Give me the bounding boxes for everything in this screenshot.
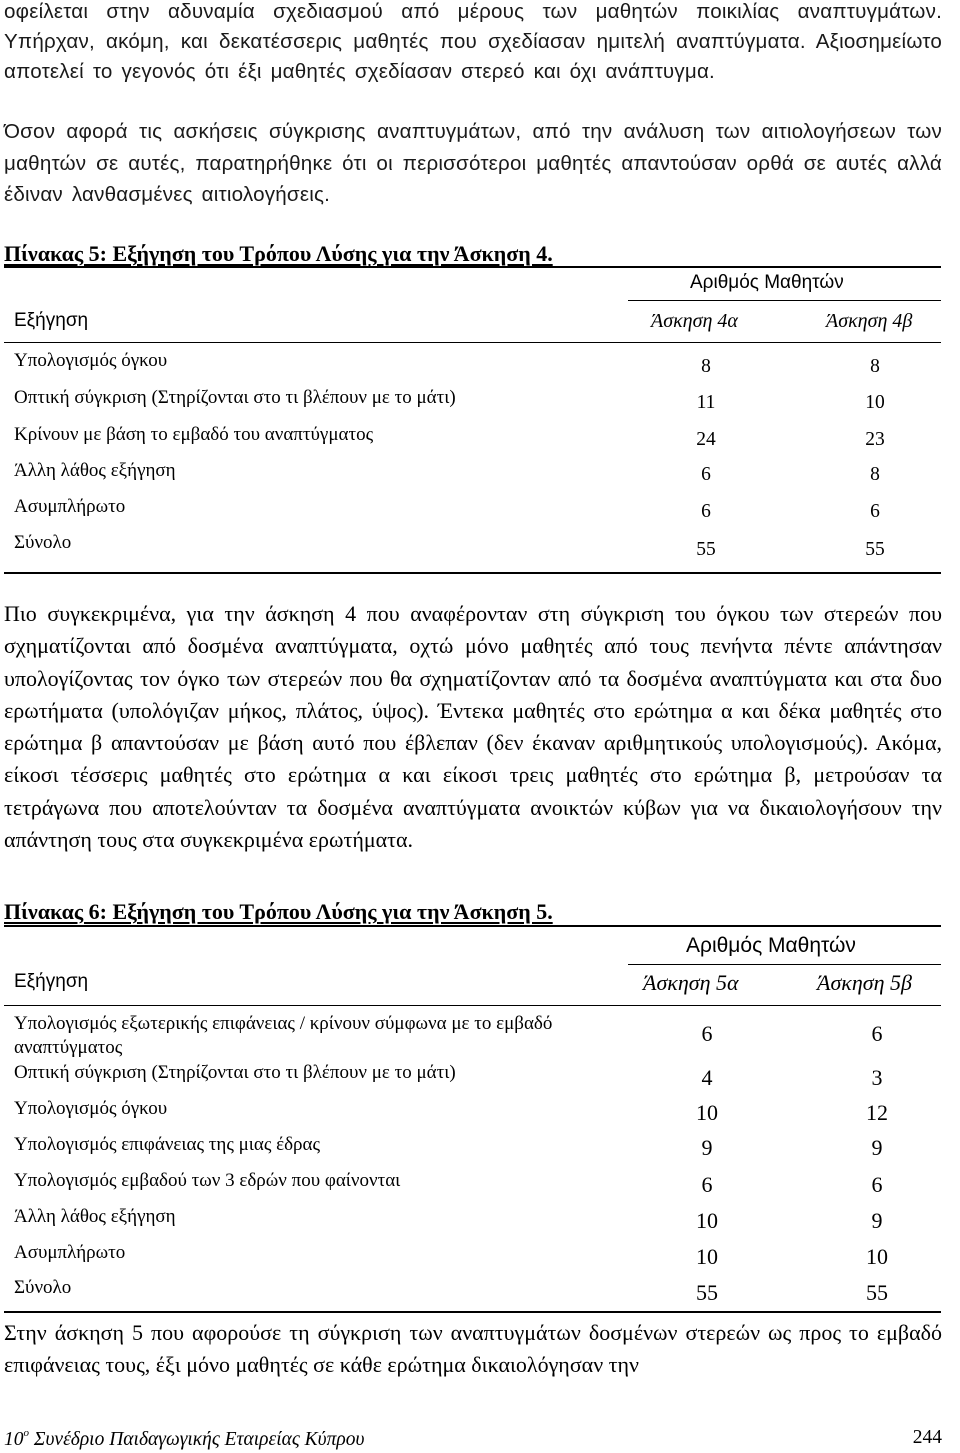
table5-title: Πίνακας 5: Εξήγηση του Τρόπου Λύσης για την Άσκηση 4.	[4, 241, 553, 266]
table6-row-5a: 10	[696, 1100, 718, 1125]
conference-footer	[4, 1427, 364, 1451]
conference-name: Συνέδριο Παιδαγωγικής Εταιρείας Κύπρου	[33, 1429, 365, 1450]
table6-row-5b: 12	[866, 1100, 888, 1125]
conference-ordinal: ο	[23, 1427, 29, 1439]
table5-row-4a: 55	[696, 539, 716, 560]
table5-row-4b: 8	[870, 464, 880, 485]
table6-row-label: Υπολογισμός επιφάνειας της μιας έδρας	[14, 1134, 321, 1155]
comparison-paragraph: Όσον αφορά τις ασκήσεις σύγκρισης αναπτυγμάτων, από την ανάλυση των αιτιολογήσεων των μαθητών σε αυτές, παρατηρήθηκε ότι οι περισσότεροι μαθητές απαντούσαν ορθά σε αυτές αλλά έδιναν λανθασμένες αιτιολογήσεις.	[4, 120, 942, 207]
table5-group-header: Αριθμός Μαθητών	[690, 272, 844, 293]
table6-group-header: Αριθμός Μαθητών	[686, 934, 856, 957]
exercise4-paragraph: Πιο συγκεκριμένα, για την άσκηση 4 που αναφέρονταν στη σύγκριση του όγκου των στερεών που σχηματίζονται από δοσμένα αναπτύγματα, οχτώ μόνο μαθητές από τους πενήντα πέντε απάντησαν υπολογίζοντας τον όγκο των στερεών που θα σχηματίζονταν από τα δοσμένα αναπτύγματα και στα δυο ερωτήματα (υπολόγιζαν μήκος, πλάτος, ύψος). Έντεκα μαθητές στο ερώτημα α και δέκα μαθητές στο ερώτημα β απαντούσαν με βάση αυτό που έβλεπαν (δεν έκαναν αριθμητικούς υπολογισμούς). Ακόμα, είκοσι τέσσερις μαθητές στο ερώτημα α και είκοσι τρεις μαθητές στο ερώτημα β, μετρούσαν τα τετράγωνα που αποτελούνταν τα δοσμένα αναπτύγματα ανοικτών κύβων για να δικαιολογήσουν την απάντηση τους στα συγκεκριμένα ερωτήματα.	[4, 601, 942, 853]
table5-row-4b: 10	[865, 392, 885, 413]
table6-row-5a: 10	[696, 1208, 718, 1233]
table5-row-4a: 6	[701, 464, 711, 485]
table5-bottom-rule	[4, 572, 941, 574]
table6-row-label: Ασυμπλήρωτο	[14, 1242, 126, 1263]
table6-row-5b: 55	[866, 1280, 888, 1305]
table5-row-4b: 55	[865, 539, 885, 560]
table5-group-rule	[628, 300, 941, 301]
table6-header-5b: Άσκηση 5β	[817, 970, 912, 995]
table6-row-label: Υπολογισμός εξωτερικής επιφάνειας / κρίνουν σύμφωνα με το εμβαδό αναπτύγματος	[14, 1013, 553, 1058]
table6-row-label: Σύνολο	[14, 1277, 72, 1298]
table6-row-5a: 6	[701, 1021, 713, 1046]
table6-row-5a: 4	[701, 1065, 713, 1090]
table5-row-label: Ασυμπλήρωτο	[14, 496, 126, 517]
table6-row-5b: 6	[871, 1172, 883, 1197]
table5-row-label: Σύνολο	[14, 532, 72, 553]
table6-header-5a: Άσκηση 5α	[643, 970, 739, 995]
table6-row-5a: 6	[701, 1172, 713, 1197]
table6-row-5b: 9	[871, 1135, 883, 1160]
table6-row-5a: 9	[701, 1135, 713, 1160]
table5-row-label: Οπτική σύγκριση (Στηρίζονται στο τι βλέπουν με το μάτι)	[14, 387, 456, 408]
table6-header-explanation: Εξήγηση	[14, 971, 89, 992]
table5-row-4b: 8	[870, 356, 880, 377]
table5-header-4b: Άσκηση 4β	[826, 310, 913, 332]
table6-row-5b: 9	[871, 1208, 883, 1233]
table6-row-label: Άλλη λάθος εξήγηση	[14, 1206, 176, 1227]
table6-header-rule	[4, 1005, 941, 1006]
exercise5-paragraph: Στην άσκηση 5 που αφορούσε τη σύγκριση των αναπτυγμάτων δοσμένων στερεών ως προς το εμβαδό επιφάνειας τους, έξι μόνο μαθητές σε κάθε ερώτημα δικαιολόγησαν την	[4, 1320, 942, 1377]
table6-row-label: Υπολογισμός όγκου	[14, 1098, 168, 1119]
table5-row-label: Κρίνουν με βάση το εμβαδό του αναπτύγματος	[14, 424, 374, 445]
table5-row-4b: 6	[870, 501, 880, 522]
table5-row-4a: 11	[696, 392, 716, 413]
table6-row-label: Οπτική σύγκριση (Στηρίζονται στο τι βλέπουν με το μάτι)	[14, 1062, 456, 1083]
table5-row-4a: 8	[701, 356, 711, 377]
table6-row-5b: 10	[866, 1244, 888, 1269]
table5-row-4a: 24	[696, 429, 716, 450]
intro-paragraph: οφείλεται στην αδυναμία σχεδιασμού από μέρους των μαθητών ποικιλίας αναπτυγμάτων. Υπήρχαν, ακόμη, και δεκατέσσερις μαθητές που σχεδίασαν ημιτελή αναπτύγματα. Αξιοσημείωτο αποτελεί το γεγονός ότι έξι μαθητές σχεδίασαν στερεό και όχι ανάπτυγμα.	[4, 0, 942, 84]
table6-row-label: Υπολογισμός εμβαδού των 3 εδρών που φαίνονται	[14, 1170, 401, 1191]
table5-top-rule	[4, 266, 941, 268]
table6-bottom-rule	[4, 1311, 941, 1313]
table5-row-4b: 23	[865, 429, 885, 450]
table6-top-rule	[4, 925, 941, 927]
table5-row-label: Υπολογισμός όγκου	[14, 350, 168, 371]
table6-row-5a: 10	[696, 1244, 718, 1269]
table6-group-rule	[628, 964, 941, 965]
table6-row-5b: 6	[871, 1021, 883, 1046]
table6-row-5b: 3	[871, 1065, 883, 1090]
table5-header-explanation: Εξήγηση	[14, 310, 89, 331]
table6-title: Πίνακας 6: Εξήγηση του Τρόπου Λύσης για την Άσκηση 5.	[4, 899, 553, 924]
table5-row-4a: 6	[701, 501, 711, 522]
table5-header-4a: Άσκηση 4α	[651, 310, 738, 332]
table6-row-5a: 55	[696, 1280, 718, 1305]
table5-header-rule	[4, 342, 941, 343]
conference-number: 10	[4, 1429, 24, 1450]
page-number: 244	[912, 1427, 942, 1448]
table5-row-label: Άλλη λάθος εξήγηση	[14, 460, 176, 481]
